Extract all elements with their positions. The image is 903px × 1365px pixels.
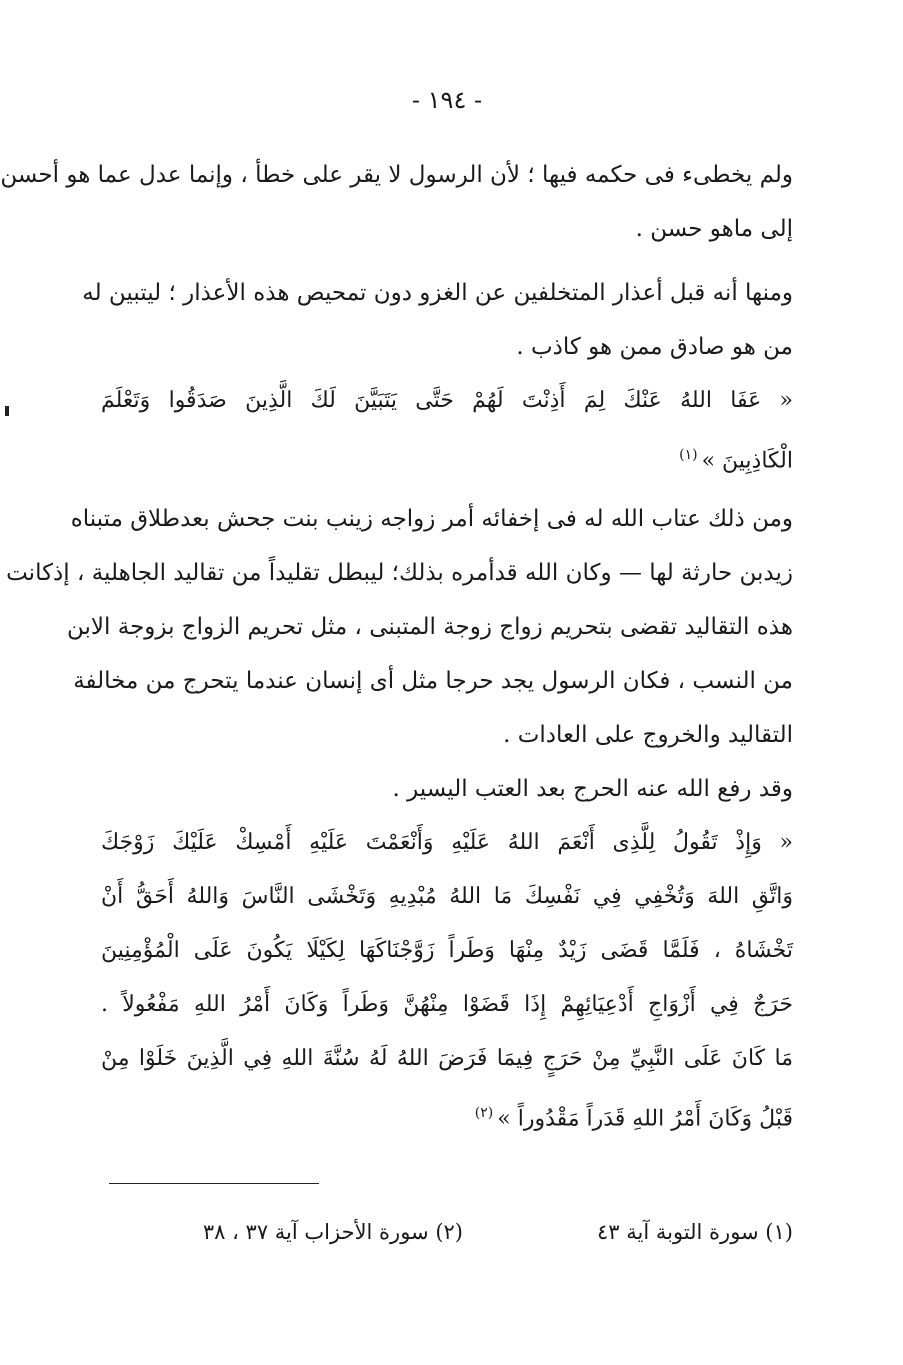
quran-verse-1: [101, 374, 793, 482]
footnote-2: (٢) سورة الأحزاب آية ٣٧ ، ٣٨: [202, 1220, 463, 1244]
footnotes: [101, 1212, 793, 1252]
footnote-divider: [109, 1183, 319, 1184]
paragraph-line: من هو صادق ممن هو كاذب .: [516, 334, 793, 360]
verse-text: الْكَاذِبِينَ »: [701, 448, 793, 474]
paragraph-line: التقاليد والخروج على العادات .: [503, 722, 793, 748]
paragraph-line: هذه التقاليد تقضى بتحريم زواج زوجة المتبنى ، مثل تحريم الزواج بزوجة الابن: [67, 614, 793, 640]
paragraph-line: ولم يخطىء فى حكمه فيها ؛ لأن الرسول لا يقر على خطأ ، وإنما عدل عما هو أحسن: [0, 162, 793, 188]
paragraph-line: زيدبن حارثة لها — وكان الله قدأمره بذلك؛ ليبطل تقليداً من تقاليد الجاهلية ، إذكانت: [6, 560, 793, 586]
verse-line: مَا كَانَ عَلَى النَّبِيِّ مِنْ حَرَجٍ فِيمَا فَرَضَ اللهُ لَهُ سُنَّةَ اللهِ فِي الَّذِينَ خَلَوْا مِنْ: [101, 1046, 793, 1071]
verse-line: « عَفَا اللهُ عَنْكَ لِمَ أَذِنْتَ لَهُمْ حَتَّى يَتَبَيَّنَ لَكَ الَّذِينَ صَدَقُوا وَتَعْلَمَ: [101, 388, 793, 413]
footnote-ref-1: (١): [679, 447, 698, 463]
paragraph-line: ومنها أنه قبل أعذار المتخلفين عن الغزو دون تمحيص هذه الأعذار ؛ ليتبين له: [82, 280, 793, 306]
verse-text: قَبْلُ وَكَانَ أَمْرُ اللهِ قَدَراً مَقْدُوراً »: [497, 1106, 793, 1132]
page-number: - ١٩٤ -: [411, 86, 483, 114]
verse-line: حَرَجٌ فِي أَزْوَاجِ أَدْعِيَائِهِمْ إِذَا قَضَوْا مِنْهُنَّ وَطَراً وَكَانَ أَمْرُ اللهِ مَفْعُولاً .: [101, 992, 793, 1017]
margin-mark: [5, 406, 9, 416]
paragraph-line: إلى ماهو حسن .: [635, 216, 793, 242]
verse-line: وَاتَّقِ اللهَ وَتُخْفِي فِي نَفْسِكَ مَا اللهُ مُبْدِيهِ وَتَخْشَى النَّاسَ وَاللهُ أَحَقُّ أَنْ: [101, 884, 793, 909]
footnote-1: (١) سورة التوبة آية ٤٣: [597, 1220, 793, 1244]
quran-verse-2: [101, 816, 793, 1140]
verse-line: [101, 428, 793, 482]
body-text: [0, 148, 793, 1140]
verse-line: [101, 1086, 793, 1140]
verse-line: تَخْشَاهُ ، فَلَمَّا قَضَى زَيْدٌ مِنْهَا وَطَراً زَوَّجْنَاكَهَا لِكَيْلَا يَكُونَ عَلَى الْمُؤْمِنِينَ: [101, 938, 793, 963]
paragraph-line: ومن ذلك عتاب الله له فى إخفائه أمر زواجه زينب بنت جحش بعدطلاق متبناه: [70, 506, 793, 532]
verse-line: « وَإِذْ تَقُولُ لِلَّذِى أَنْعَمَ اللهُ عَلَيْهِ وَأَنْعَمْتَ عَلَيْهِ أَمْسِكْ عَلَيْكَ زَوْجَكَ: [101, 830, 793, 855]
paragraph-line: من النسب ، فكان الرسول يجد حرجا مثل أى إنسان عندما يتحرج من مخالفة: [73, 668, 793, 694]
footnote-ref-2: (٢): [474, 1105, 494, 1121]
paragraph-line: وقد رفع الله عنه الحرج بعد العتب اليسير .: [392, 776, 793, 802]
